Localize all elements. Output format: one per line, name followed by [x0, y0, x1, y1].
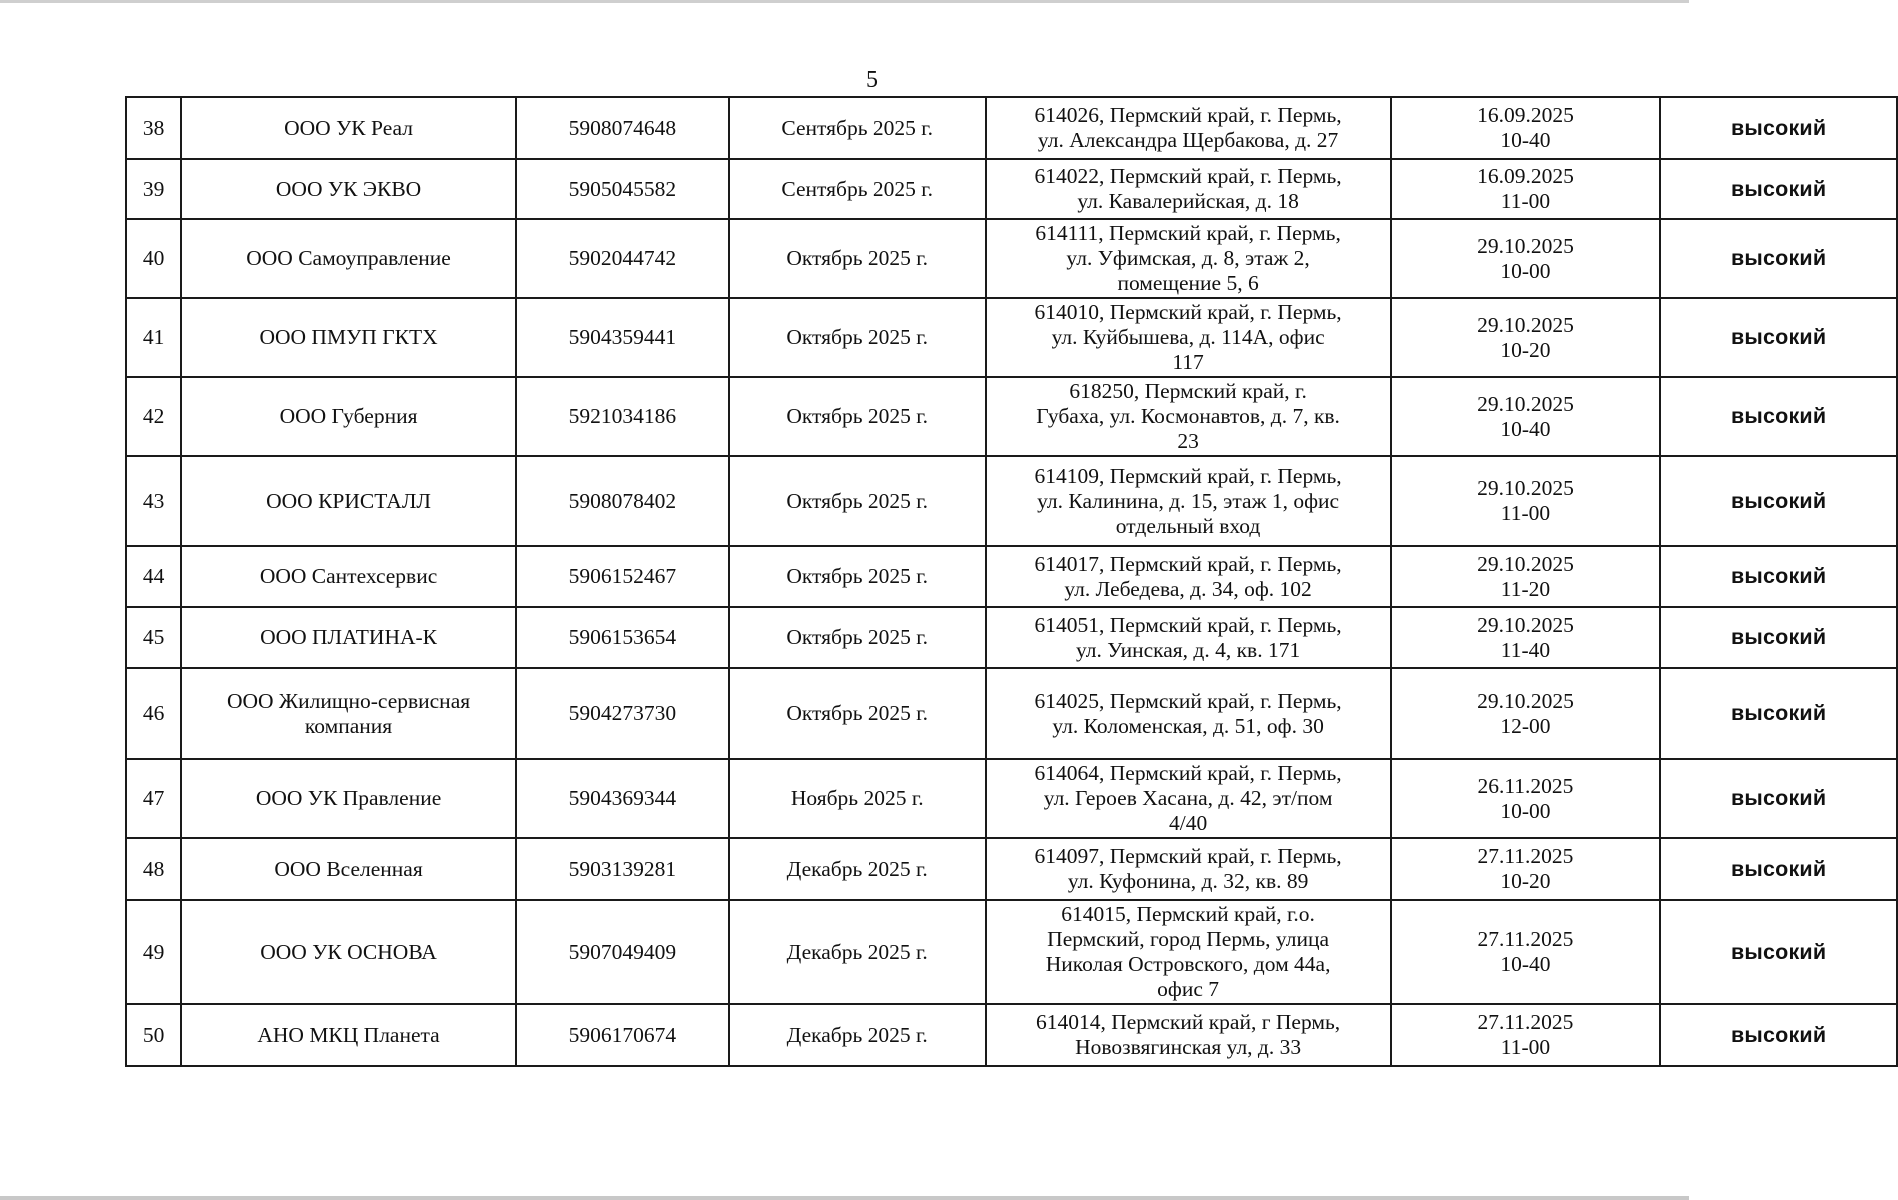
address-line: 614017, Пермский край, г. Пермь, [1034, 551, 1342, 576]
inspection-month-cell: Октябрь 2025 г. [729, 298, 986, 377]
risk-level-cell: высокий [1660, 668, 1897, 759]
address-line: 23 [1177, 429, 1199, 453]
address-line: ул. Куфонина, д. 32, кв. 89 [1067, 869, 1309, 893]
row-number-cell: 44 [126, 546, 181, 607]
address-cell [986, 607, 1391, 668]
address-line: ул. Коломенская, д. 51, оф. 30 [1052, 713, 1324, 738]
inspection-time: 11-40 [1500, 637, 1551, 662]
inspection-month-cell: Октябрь 2025 г. [729, 219, 986, 298]
inspection-time: 11-00 [1500, 1035, 1551, 1059]
address-cell [986, 456, 1391, 546]
organization-name-cell: АНО МКЦ Планета [181, 1004, 515, 1066]
address-line: ул. Калинина, д. 15, этаж 1, офис [1037, 488, 1340, 513]
inspection-schedule-table [125, 96, 1898, 1067]
risk-level-cell: высокий [1660, 759, 1897, 838]
address-cell [986, 759, 1391, 838]
organization-name-cell: ООО ПЛАТИНА-К [181, 607, 515, 668]
address-cell [986, 159, 1391, 219]
organization-name-cell: ООО Вселенная [181, 838, 515, 900]
inspection-date: 29.10.2025 [1477, 391, 1574, 416]
inn-cell: 5904273730 [516, 668, 729, 759]
risk-level-cell: высокий [1660, 219, 1897, 298]
table-row [126, 377, 1897, 456]
inspection-date: 29.10.2025 [1477, 233, 1574, 258]
inspection-date: 29.10.2025 [1477, 688, 1574, 713]
inn-cell: 5908078402 [516, 456, 729, 546]
date-time-cell [1391, 759, 1661, 838]
inn-cell: 5903139281 [516, 838, 729, 900]
organization-name-cell: ООО Сантехсервис [181, 546, 515, 607]
address-line: 614022, Пермский край, г. Пермь, [1034, 164, 1342, 188]
inspection-date: 27.11.2025 [1477, 844, 1574, 868]
date-time-cell [1391, 668, 1661, 759]
address-line: 614025, Пермский край, г. Пермь, [1034, 688, 1342, 713]
date-time-cell [1391, 838, 1661, 900]
address-line: 4/40 [1168, 811, 1208, 835]
inspection-month-cell: Декабрь 2025 г. [729, 900, 986, 1004]
address-line: 614109, Пермский край, г. Пермь, [1034, 463, 1342, 488]
date-time-cell [1391, 97, 1661, 159]
inn-cell: 5906170674 [516, 1004, 729, 1066]
row-number-cell: 47 [126, 759, 181, 838]
table-row [126, 298, 1897, 377]
inspection-month-cell: Декабрь 2025 г. [729, 838, 986, 900]
address-line: 614064, Пермский край, г. Пермь, [1034, 761, 1342, 785]
inspection-date: 26.11.2025 [1477, 773, 1574, 798]
address-line: офис 7 [1157, 977, 1220, 1001]
inspection-date: 16.09.2025 [1477, 103, 1574, 127]
address-line: 117 [1172, 350, 1204, 374]
inn-cell: 5921034186 [516, 377, 729, 456]
inspection-date: 29.10.2025 [1477, 551, 1574, 576]
address-cell [986, 298, 1391, 377]
inspection-month-cell: Октябрь 2025 г. [729, 607, 986, 668]
address-cell [986, 838, 1391, 900]
organization-name-cell: ООО Губерния [181, 377, 515, 456]
table-row [126, 759, 1897, 838]
date-time-cell [1391, 298, 1661, 377]
address-line: 618250, Пермский край, г. [1069, 379, 1307, 403]
inspection-date: 27.11.2025 [1477, 927, 1574, 951]
table-row [126, 607, 1897, 668]
address-cell [986, 377, 1391, 456]
address-cell [986, 546, 1391, 607]
inspection-time: 10-40 [1500, 952, 1551, 976]
risk-level-cell: высокий [1660, 900, 1897, 1004]
risk-level-cell: высокий [1660, 456, 1897, 546]
address-line: Пермский, город Пермь, улица [1047, 927, 1329, 951]
address-cell [986, 668, 1391, 759]
date-time-cell [1391, 1004, 1661, 1066]
risk-level-cell: высокий [1660, 97, 1897, 159]
page-number: 5 [866, 67, 878, 93]
address-line: помещение 5, 6 [1117, 271, 1259, 295]
row-number-cell: 39 [126, 159, 181, 219]
row-number-cell: 45 [126, 607, 181, 668]
address-line: ул. Кавалерийская, д. 18 [1077, 189, 1299, 213]
risk-level-cell: высокий [1660, 607, 1897, 668]
inn-cell: 5908074648 [516, 97, 729, 159]
table-row [126, 159, 1897, 219]
table-row [126, 1004, 1897, 1066]
scan-edge-bottom [0, 1196, 1689, 1200]
address-line: 614051, Пермский край, г. Пермь, [1034, 612, 1342, 637]
address-line: Новозвягинская ул, д. 33 [1075, 1035, 1302, 1059]
inspection-month-cell: Октябрь 2025 г. [729, 456, 986, 546]
inn-cell: 5904369344 [516, 759, 729, 838]
inspection-time: 10-00 [1500, 258, 1551, 283]
address-line: ул. Александра Щербакова, д. 27 [1037, 128, 1339, 152]
row-number-cell: 48 [126, 838, 181, 900]
date-time-cell [1391, 607, 1661, 668]
address-line: 614015, Пермский край, г.о. [1061, 902, 1315, 926]
inspection-time: 10-20 [1500, 869, 1551, 893]
organization-name-cell: ООО УК Реал [181, 97, 515, 159]
row-number-cell: 49 [126, 900, 181, 1004]
date-time-cell [1391, 900, 1661, 1004]
date-time-cell [1391, 456, 1661, 546]
row-number-cell: 46 [126, 668, 181, 759]
inn-cell: 5906152467 [516, 546, 729, 607]
table-row [126, 97, 1897, 159]
row-number-cell: 40 [126, 219, 181, 298]
inspection-time: 10-00 [1500, 798, 1551, 823]
inspection-month-cell: Сентябрь 2025 г. [729, 97, 986, 159]
table-row [126, 546, 1897, 607]
row-number-cell: 50 [126, 1004, 181, 1066]
row-number-cell: 43 [126, 456, 181, 546]
row-number-cell: 42 [126, 377, 181, 456]
inspection-time: 11-00 [1500, 189, 1551, 213]
inspection-date: 29.10.2025 [1477, 476, 1574, 500]
address-line: Губаха, ул. Космонавтов, д. 7, кв. [1036, 404, 1340, 428]
organization-name-cell: ООО Самоуправление [181, 219, 515, 298]
inspection-month-cell: Октябрь 2025 г. [729, 546, 986, 607]
inspection-time: 12-00 [1500, 713, 1551, 738]
address-line: 614111, Пермский край, г. Пермь, [1035, 221, 1341, 245]
inn-cell: 5902044742 [516, 219, 729, 298]
inspection-date: 29.10.2025 [1477, 612, 1574, 637]
date-time-cell [1391, 159, 1661, 219]
inn-cell: 5905045582 [516, 159, 729, 219]
inspection-time: 10-40 [1500, 416, 1551, 441]
organization-name-cell: ООО УК ОСНОВА [181, 900, 515, 1004]
table-row [126, 219, 1897, 298]
address-line: ул. Героев Хасана, д. 42, эт/пом [1043, 786, 1333, 810]
inspection-time: 11-20 [1500, 576, 1551, 601]
address-cell [986, 97, 1391, 159]
table-body [126, 97, 1897, 1066]
organization-name-cell: ООО УК ЭКВО [181, 159, 515, 219]
address-line: 614026, Пермский край, г. Пермь, [1034, 103, 1342, 127]
inn-cell: 5906153654 [516, 607, 729, 668]
table-row [126, 900, 1897, 1004]
row-number-cell: 38 [126, 97, 181, 159]
address-line: 614014, Пермский край, г Пермь, [1035, 1010, 1341, 1034]
address-line: отдельный вход [1115, 513, 1261, 538]
inspection-date: 29.10.2025 [1477, 312, 1574, 337]
organization-name-cell: ООО Жилищно-сервисная компания [181, 668, 515, 759]
address-line: 614097, Пермский край, г. Пермь, [1034, 844, 1342, 868]
row-number-cell: 41 [126, 298, 181, 377]
organization-name-cell: ООО ПМУП ГКТХ [181, 298, 515, 377]
address-line: 614010, Пермский край, г. Пермь, [1034, 300, 1342, 324]
risk-level-cell: высокий [1660, 1004, 1897, 1066]
table-row [126, 456, 1897, 546]
inspection-time: 10-20 [1500, 337, 1551, 362]
table-row [126, 668, 1897, 759]
table-row [126, 838, 1897, 900]
inspection-time: 10-40 [1500, 128, 1551, 152]
risk-level-cell: высокий [1660, 159, 1897, 219]
inspection-month-cell: Октябрь 2025 г. [729, 377, 986, 456]
inspection-time: 11-00 [1500, 501, 1551, 525]
inspection-month-cell: Ноябрь 2025 г. [729, 759, 986, 838]
address-line: ул. Уфимская, д. 8, этаж 2, [1066, 246, 1310, 270]
risk-level-cell: высокий [1660, 298, 1897, 377]
address-line: ул. Лебедева, д. 34, оф. 102 [1064, 576, 1312, 601]
inspection-month-cell: Декабрь 2025 г. [729, 1004, 986, 1066]
address-line: ул. Уинская, д. 4, кв. 171 [1075, 637, 1301, 662]
address-line: Николая Островского, дом 44а, [1045, 952, 1331, 976]
organization-name-cell: ООО УК Правление [181, 759, 515, 838]
date-time-cell [1391, 219, 1661, 298]
inn-cell: 5904359441 [516, 298, 729, 377]
inspection-month-cell: Сентябрь 2025 г. [729, 159, 986, 219]
address-cell [986, 219, 1391, 298]
date-time-cell [1391, 377, 1661, 456]
risk-level-cell: высокий [1660, 377, 1897, 456]
inspection-date: 27.11.2025 [1477, 1010, 1574, 1034]
organization-name-cell: ООО КРИСТАЛЛ [181, 456, 515, 546]
address-cell [986, 900, 1391, 1004]
address-cell [986, 1004, 1391, 1066]
risk-level-cell: высокий [1660, 838, 1897, 900]
inn-cell: 5907049409 [516, 900, 729, 1004]
address-line: ул. Куйбышева, д. 114А, офис [1051, 325, 1325, 349]
inspection-month-cell: Октябрь 2025 г. [729, 668, 986, 759]
inspection-date: 16.09.2025 [1477, 164, 1574, 188]
date-time-cell [1391, 546, 1661, 607]
risk-level-cell: высокий [1660, 546, 1897, 607]
scan-edge-top [0, 0, 1689, 3]
